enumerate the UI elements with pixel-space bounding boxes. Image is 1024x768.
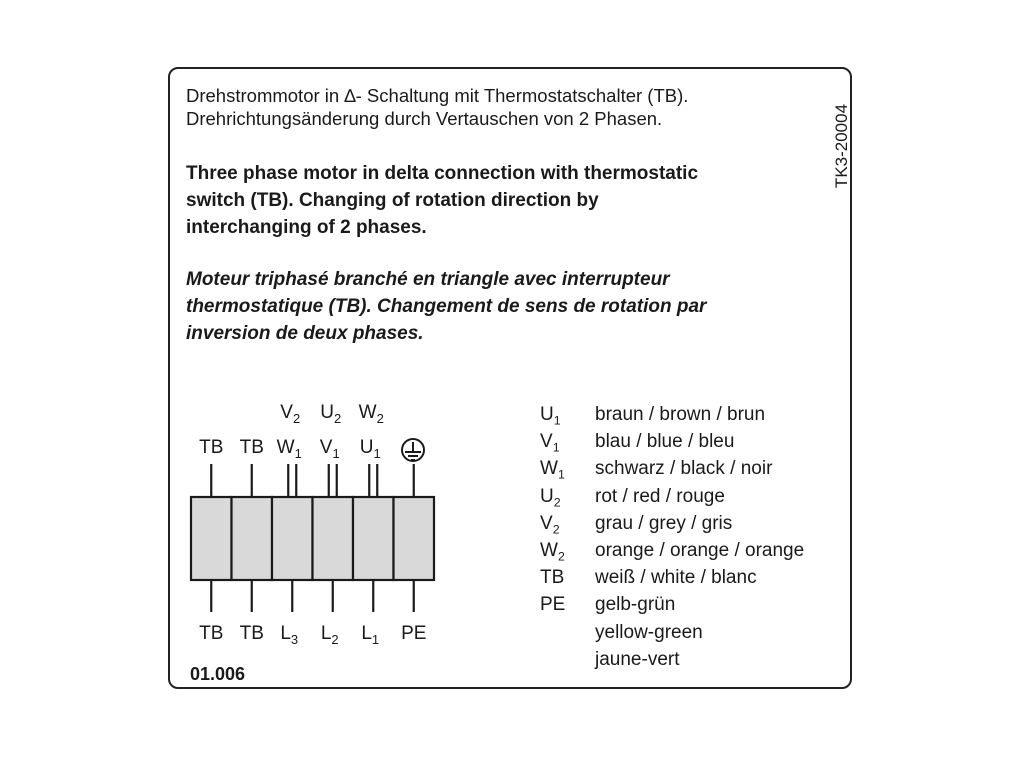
legend-code-subscript: 1 — [557, 467, 565, 482]
legend-color: schwarz / black / noir — [595, 458, 773, 480]
terminal-label-bottom: PE — [401, 623, 427, 644]
legend-code-subscript: 1 — [553, 413, 561, 428]
legend-code: TB — [540, 567, 565, 589]
description-english-line: Three phase motor in delta connection with thermostatic — [186, 163, 699, 184]
side-code: TK3-20004 — [832, 103, 851, 189]
terminal-cell — [353, 497, 394, 580]
legend-color: grau / grey / gris — [595, 512, 733, 534]
legend-color: blau / blue / bleu — [595, 431, 735, 453]
legend-color: weiß / white / blanc — [595, 567, 757, 589]
description-english-line: switch (TB). Changing of rotation direction by — [186, 190, 599, 211]
terminal-label-top: $V_1$ — [319, 437, 340, 461]
description-german-line: Drehrichtungsänderung durch Vertauschen von 2 Phasen. — [186, 108, 663, 129]
terminal-label-upper: $W_2$ — [358, 402, 384, 426]
legend-codes — [540, 401, 565, 673]
terminal-cell — [191, 497, 232, 580]
legend-code: $W_2$ — [540, 539, 565, 564]
legend-code: $U_1$ — [540, 404, 561, 428]
terminal-cell — [272, 497, 313, 580]
legend-code: $V_1$ — [540, 431, 560, 455]
terminal-label-top: TB — [239, 437, 264, 458]
legend-colors — [595, 401, 804, 673]
description-french-line: Moteur triphasé branché en triangle avec interrupteur — [186, 269, 670, 290]
terminal-label-upper: $U_2$ — [320, 402, 342, 426]
legend-code-subscript: 2 — [557, 549, 565, 564]
legend-color: gelb-grün — [595, 594, 676, 616]
terminal-label-top: $W_1$ — [276, 437, 302, 461]
terminal-label-top: TB — [199, 437, 224, 458]
terminal-cells — [191, 497, 434, 580]
legend-code — [540, 619, 565, 646]
legend-code — [540, 646, 565, 673]
terminal-cell — [313, 497, 354, 580]
terminal-label-bottom: $L_3$ — [280, 623, 299, 647]
legend-code-subscript: 1 — [552, 440, 560, 455]
legend-code: $U_2$ — [540, 485, 561, 509]
earth-ground-icon — [402, 439, 424, 461]
terminal-label-bottom: $L_2$ — [320, 623, 339, 647]
legend-color: orange / orange / orange — [595, 539, 805, 561]
terminal-label-top: $U_1$ — [359, 437, 381, 461]
terminal-label-bottom: $L_1$ — [361, 623, 380, 647]
legend-color: jaune-vert — [595, 648, 680, 670]
document-number: 01.006 — [190, 664, 246, 684]
description-german-line: Drehstrommotor in ∆- Schaltung mit Thermostatschalter (TB). — [186, 85, 689, 106]
terminal-cell — [232, 497, 273, 580]
legend-code-subscript: 2 — [553, 494, 561, 509]
description-french-line: thermostatique (TB). Changement de sens de rotation par — [186, 296, 707, 317]
terminal-label-upper: $V_2$ — [280, 402, 301, 426]
legend-code: $V_2$ — [540, 512, 560, 537]
legend-code: $W_1$ — [540, 458, 565, 482]
legend-color: braun / brown / brun — [595, 404, 766, 425]
terminal-label-bottom: TB — [199, 623, 224, 644]
description-french-line: inversion de deux phases. — [186, 323, 424, 344]
legend-code: PE — [540, 594, 566, 616]
terminal-label-bottom: TB — [239, 623, 264, 644]
description-english-line: interchanging of 2 phases. — [186, 217, 427, 238]
legend-code-subscript: 2 — [552, 522, 560, 537]
terminal-cell — [394, 497, 435, 580]
legend-color: yellow-green — [595, 621, 703, 643]
legend-color: rot / red / rouge — [595, 485, 725, 507]
